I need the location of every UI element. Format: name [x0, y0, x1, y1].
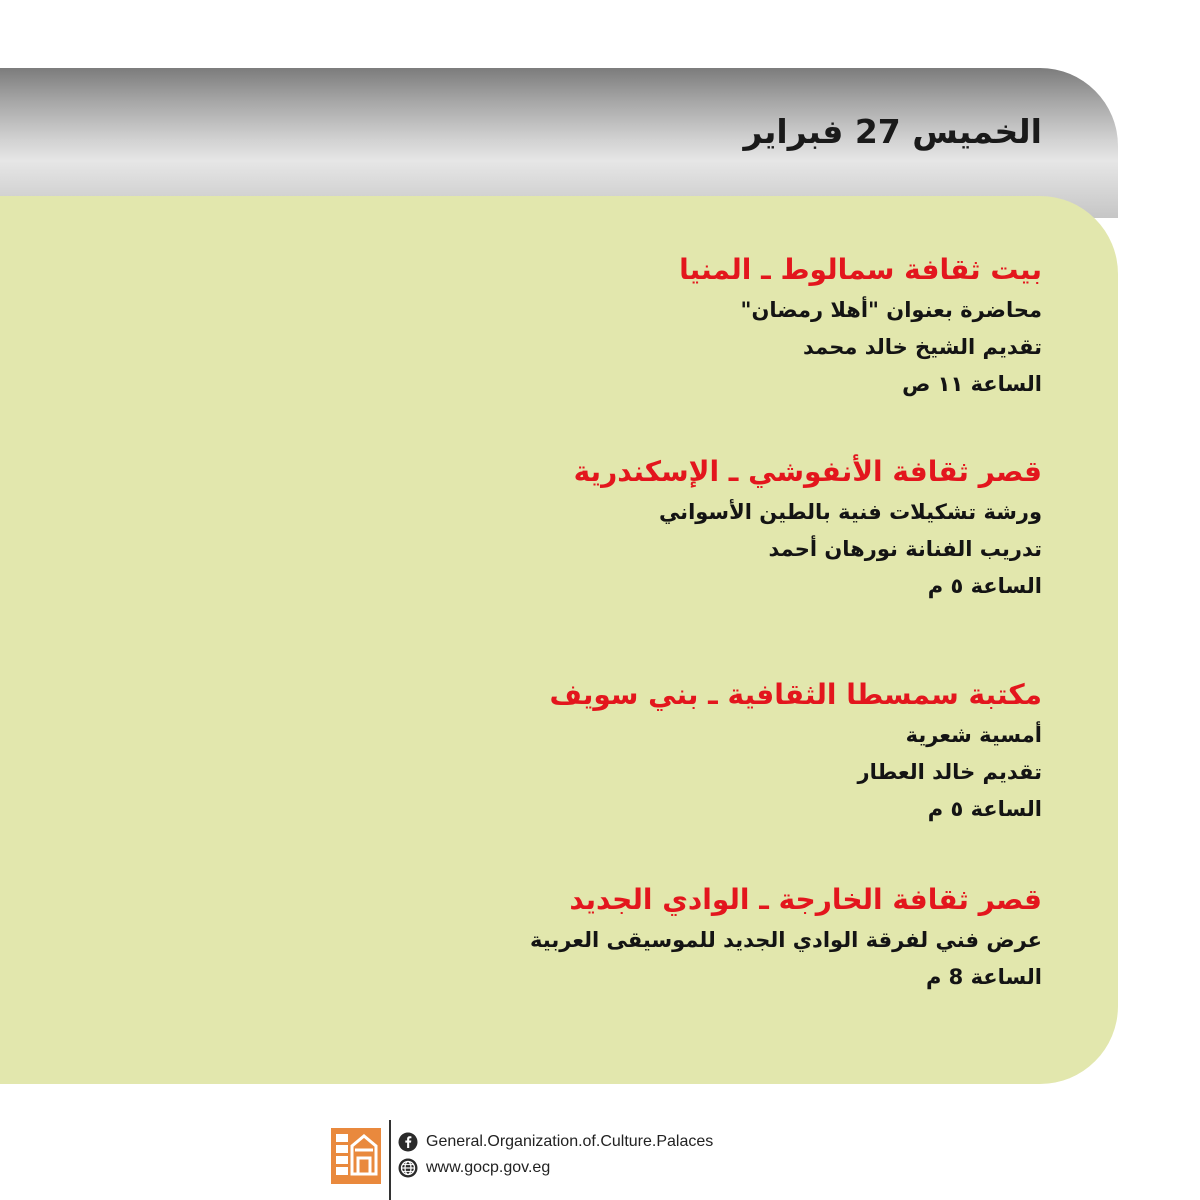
- event-time: الساعة 8 م: [925, 965, 1042, 989]
- event-venue: قصر ثقافة الخارجة ـ الوادي الجديد: [569, 883, 1042, 916]
- globe-icon: [398, 1158, 418, 1178]
- event-item: [549, 675, 1042, 828]
- event-description: محاضرة بعنوان "أهلا رمضان": [740, 298, 1042, 322]
- website-link[interactable]: [398, 1156, 550, 1180]
- event-venue: مكتبة سمسطا الثقافية ـ بني سويف: [549, 678, 1042, 711]
- event-description: أمسية شعرية: [905, 723, 1042, 747]
- event-time: الساعة ٥ م: [927, 797, 1042, 821]
- event-item: [679, 250, 1042, 403]
- event-description: ورشة تشكيلات فنية بالطين الأسواني: [658, 500, 1042, 524]
- event-item: [530, 880, 1042, 996]
- website-url: www.gocp.gov.eg: [426, 1159, 551, 1176]
- footer: [0, 1120, 1200, 1200]
- event-presenter: تقديم خالد العطار: [857, 760, 1042, 784]
- event-time: الساعة ١١ ص: [902, 372, 1042, 396]
- facebook-icon: [398, 1132, 418, 1152]
- footer-divider: [389, 1120, 391, 1200]
- event-item: [574, 452, 1042, 605]
- event-venue: قصر ثقافة الأنفوشي ـ الإسكندرية: [573, 455, 1042, 488]
- event-time: الساعة ٥ م: [927, 574, 1042, 598]
- facebook-page-name: General.Organization.of.Culture.Palaces: [426, 1133, 714, 1150]
- culture-palaces-logo: [331, 1128, 381, 1184]
- event-description: عرض فني لفرقة الوادي الجديد للموسيقى العربية: [530, 928, 1042, 952]
- event-venue: بيت ثقافة سمالوط ـ المنيا: [679, 253, 1042, 286]
- event-presenter: تدريب الفنانة نورهان أحمد: [768, 537, 1042, 561]
- facebook-link[interactable]: [398, 1130, 713, 1154]
- event-presenter: تقديم الشيخ خالد محمد: [803, 335, 1042, 359]
- date-title: الخميس 27 فبراير: [743, 112, 1042, 151]
